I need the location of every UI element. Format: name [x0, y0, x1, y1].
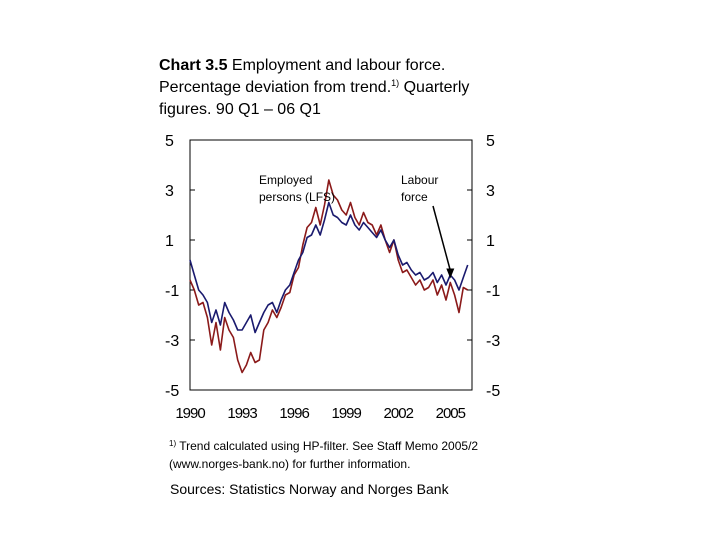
x-tick-label: 1993 [227, 405, 257, 422]
footnote-ref: 1) [391, 78, 400, 88]
footnote-text-1: Trend calculated using HP-filter. See Staff Memo 2005/2 [179, 439, 479, 453]
annotation-employed-persons: persons (LFS) [259, 190, 336, 204]
annotation-labour-force: force [401, 190, 428, 204]
footnote [169, 437, 589, 473]
x-tick-label: 1990 [175, 405, 205, 422]
annotation-arrowhead [446, 269, 454, 279]
y-tick-label-left: -3 [165, 333, 180, 350]
x-tick-label: 2005 [435, 405, 465, 422]
title-line-2-tail: Quarterly [399, 79, 470, 96]
y-tick-label-right: 5 [486, 133, 495, 150]
footnote-line-2: (www.norges-bank.no) for further information. [169, 457, 411, 471]
y-tick-label-left: 3 [165, 183, 174, 200]
footnote-line-1 [169, 437, 589, 455]
x-tick-label: 1996 [279, 405, 309, 422]
y-tick-label-right: -1 [486, 283, 501, 300]
series-line-2 [190, 203, 468, 333]
chart-number: Chart 3.5 [159, 57, 228, 74]
y-tick-label-left: 1 [165, 233, 174, 250]
y-tick-label-right: -5 [486, 383, 501, 400]
title-line-2-text: Percentage deviation from trend. [159, 79, 392, 96]
y-tick-label-left: -5 [165, 383, 180, 400]
x-tick-label: 1999 [331, 405, 361, 422]
y-tick-label-right: 3 [486, 183, 495, 200]
y-tick-label-left: 5 [165, 133, 174, 150]
annotation-arrow [433, 206, 450, 271]
annotations [259, 173, 454, 279]
title-line-3: figures. 90 Q1 – 06 Q1 [159, 101, 321, 118]
annotation-labour-force: Labour [401, 173, 439, 187]
y-tick-label-left: -1 [165, 283, 180, 300]
footnote-marker: 1) [169, 439, 177, 448]
sources-note: Sources: Statistics Norway and Norges Bank [170, 481, 449, 497]
x-tick-label: 2002 [383, 405, 413, 422]
y-tick-label-right: -3 [486, 333, 501, 350]
annotation-employed-persons: Employed [259, 173, 313, 187]
y-tick-label-right: 1 [486, 233, 495, 250]
title-line-1-text: Employment and labour force. [227, 57, 446, 74]
series-line-1 [190, 180, 468, 373]
series-lines [190, 180, 468, 373]
